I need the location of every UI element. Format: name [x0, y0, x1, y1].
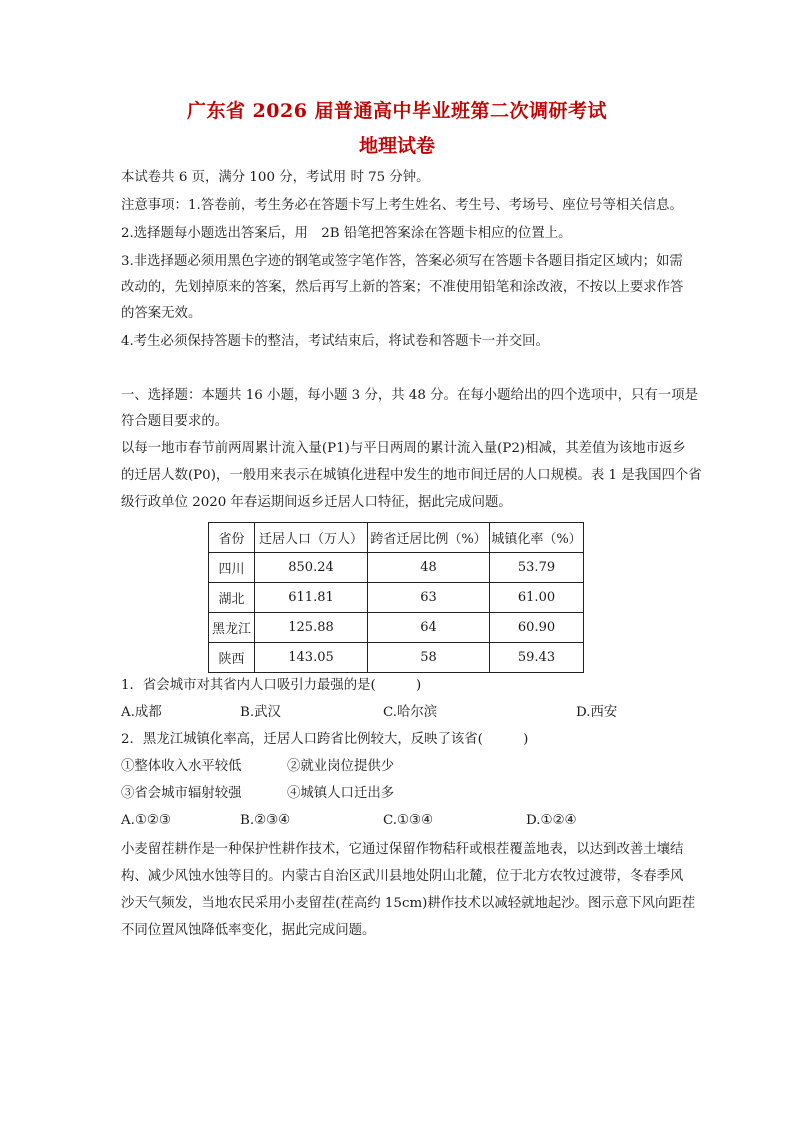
question-2-option-d[interactable]: D.①②④ — [526, 813, 577, 828]
notice-4: 4.考生必须保持答题卡的整洁，考试结束后，将试卷和答题卡一并交回。 — [121, 334, 549, 349]
question-2-statement-4: ④城镇人口迁出多 — [287, 786, 395, 801]
question-1-option-a[interactable]: A.成都 — [121, 705, 162, 720]
notice-2: 2.选择题每小题选出答案后，用 2B 铅笔把答案涂在答题卡相应的位置上。 — [121, 226, 572, 241]
question-2-option-c[interactable]: C.①③④ — [383, 813, 434, 828]
notice-3-line-c: 的答案无效。 — [121, 306, 202, 321]
notice-3-line-a: 3.非选择题必须用黑色字迹的钢笔或签字笔作答，答案必须写在答题卡各题目指定区域内；如需 — [121, 254, 683, 269]
table-cell: 143.05 — [255, 643, 368, 673]
notice-1: 注意事项：1.答卷前，考生务必在答题卡写上考生姓名、考生号、考场号、座位号等相关信息。 — [121, 198, 683, 213]
section-heading-a: 一、选择题：本题共 16 小题，每小题 3 分，共 48 分。在每小题给出的四个选项中，只有一项是 — [121, 388, 698, 403]
table-cell: 60.90 — [490, 613, 584, 643]
notice-3-line-b: 改动的，先划掉原来的答案，然后再写上新的答案；不准使用铅笔和涂改液，不按以上要求作答 — [121, 280, 684, 295]
migration-table — [208, 522, 584, 673]
table-cell: 61.00 — [490, 583, 584, 613]
table-header-cell: 省份 — [209, 523, 255, 553]
passage-2-line-1: 小麦留茬耕作是一种保护性耕作技术，它通过保留作物秸秆或根茬覆盖地表，以达到改善土壤结 — [121, 842, 684, 857]
table-cell: 63 — [368, 583, 490, 613]
passage-2-line-3: 沙天气频发，当地农民采用小麦留茬(茬高约 15cm)耕作技术以减轻就地起沙。图示意下风向距茬 — [121, 896, 696, 911]
question-1-option-d[interactable]: D.西安 — [576, 705, 618, 720]
table-row — [209, 613, 584, 643]
table-cell: 湖北 — [209, 583, 255, 613]
table-cell: 48 — [368, 553, 490, 583]
table-header-cell: 城镇化率（%） — [490, 523, 584, 553]
table-header-row — [209, 523, 584, 553]
table-row — [209, 583, 584, 613]
passage-2-line-4: 不同位置风蚀降低率变化，据此完成问题。 — [121, 923, 376, 938]
table-cell: 125.88 — [255, 613, 368, 643]
table-cell: 850.24 — [255, 553, 368, 583]
exam-title: 广东省 2026 届普通高中毕业班第二次调研考试 — [186, 100, 608, 122]
table-row — [209, 643, 584, 673]
table-cell: 611.81 — [255, 583, 368, 613]
exam-info: 本试卷共 6 页，满分 100 分，考试用 时 75 分钟。 — [121, 170, 430, 185]
table-cell: 53.79 — [490, 553, 584, 583]
table-cell: 陕西 — [209, 643, 255, 673]
table-cell: 四川 — [209, 553, 255, 583]
passage-1-line-c: 级行政单位 2020 年春运期间返乡迁居人口特征，据此完成问题。 — [121, 495, 512, 510]
question-2-option-b[interactable]: B.②③④ — [240, 813, 291, 828]
table-cell: 58 — [368, 643, 490, 673]
question-1-option-b[interactable]: B.武汉 — [240, 705, 281, 720]
passage-1-line-b: 的迁居人数(P0)，一般用来表示在城镇化进程中发生的地市间迁居的人口规模。表 1 是我国四个省 — [121, 468, 702, 483]
passage-1-line-a: 以每一地市春节前两周累计流入量(P1)与平日两周的累计流入量(P2)相减，其差值为该地市返乡 — [121, 441, 686, 456]
table-cell: 64 — [368, 613, 490, 643]
passage-2-line-2: 构、减少风蚀水蚀等目的。内蒙古自治区武川县地处阴山北麓，位于北方农牧过渡带，冬春季风 — [121, 869, 684, 884]
question-2-stem: 2．黑龙江城镇化率高，迁居人口跨省比例较大，反映了该省( ) — [121, 732, 529, 747]
table-row — [209, 553, 584, 583]
exam-subtitle: 地理试卷 — [358, 135, 435, 157]
table-header-cell: 迁居人口（万人） — [255, 523, 368, 553]
question-2-option-a[interactable]: A.①②③ — [121, 813, 171, 828]
question-1-option-c[interactable]: C.哈尔滨 — [383, 705, 438, 720]
question-2-statement-2: ②就业岗位提供少 — [287, 759, 395, 774]
table-cell: 黑龙江 — [209, 613, 255, 643]
question-1-stem: 1．省会城市对其省内人口吸引力最强的是( ) — [121, 678, 422, 693]
section-heading-b: 符合题目要求的。 — [121, 414, 229, 429]
table-header-cell: 跨省迁居比例（%） — [368, 523, 490, 553]
question-2-statement-1: ①整体收入水平较低 — [121, 759, 242, 774]
table-cell: 59.43 — [490, 643, 584, 673]
question-2-statement-3: ③省会城市辐射较强 — [121, 786, 242, 801]
